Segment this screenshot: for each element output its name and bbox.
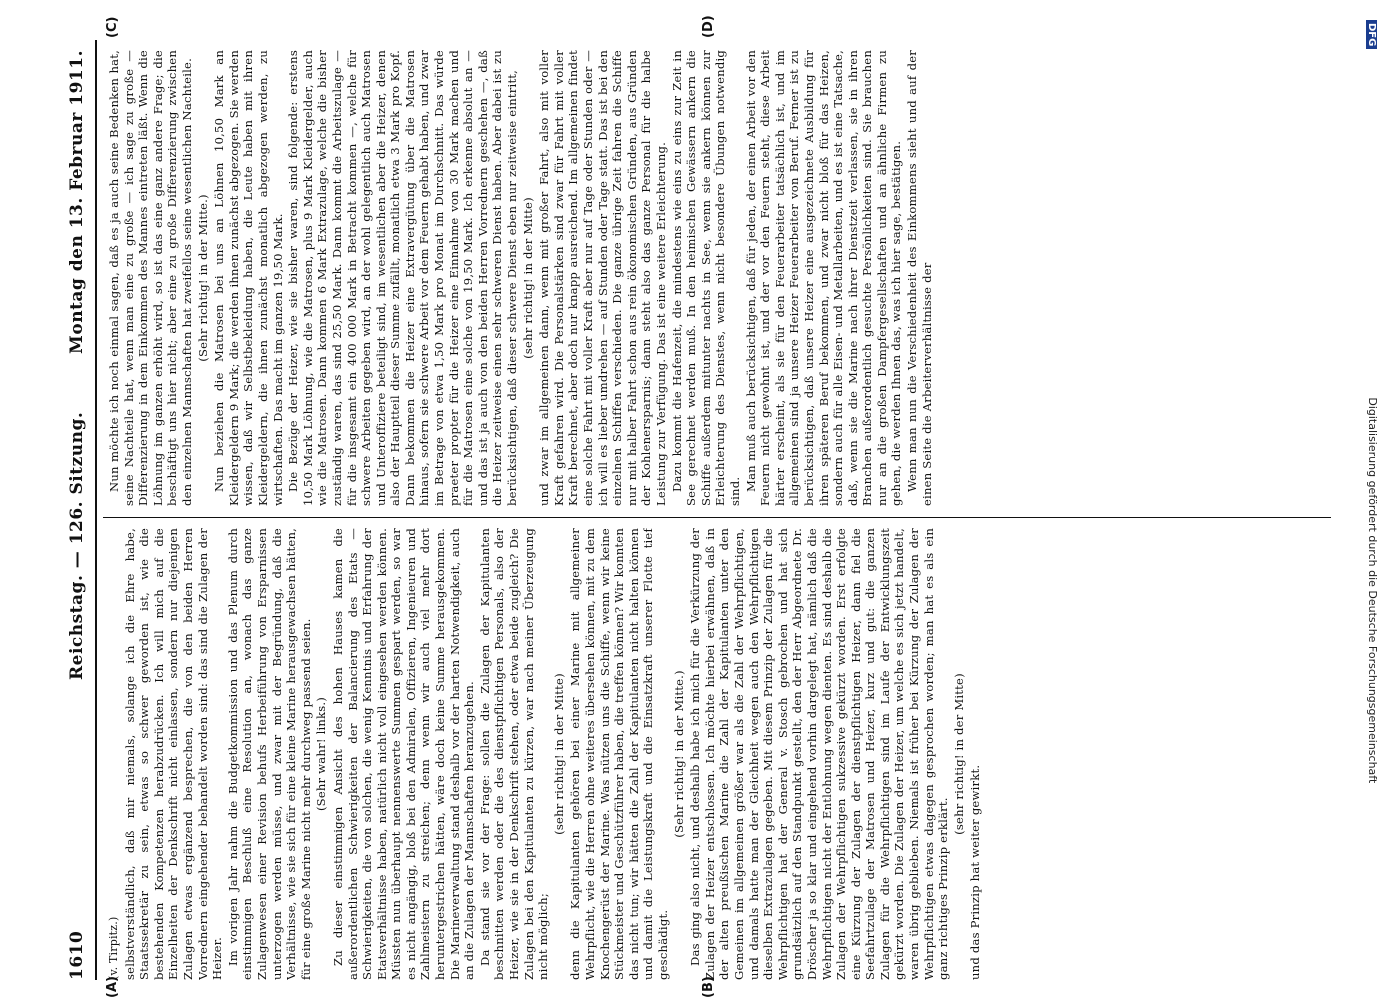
left-text-column xyxy=(107,528,1327,980)
paragraph: Nun beziehen die Matrosen bei uns an Löhnen 10,50 Mark an Kleidergeldern 9 Mark; die werden ihnen zunächst abgezogen. Sie werden wissen, daß wir Selbstbekleidung haben, die Leute haben mit ihren Kleidergeldern, die ihnen zunächst monatlich abgezogen werden, zu wirtschaften. Das macht im ganzen 19,50 Mark. xyxy=(212,50,285,506)
dfg-logo: DFG xyxy=(1366,20,1377,49)
page-number: 1610 xyxy=(67,930,87,980)
paragraph: Die Bezüge der Heizer, wie sie bisher waren, sind folgende: erstens 10,50 Mark Löhnung, wie die Matrosen, plus 9 Mark Kleidergelder, auch wie die Matrosen. Dann kommen 6 Mark Extrazulage, welche die bisher zuständig waren, das sind 25,50 Mark. Dann kommt die Arbeitszulage — für die insgesamt ein 400 000 Mark in Betracht kommen —, welche für schwere Arbeiten gegeben wird, an der wohl gelegentlich auch Matrosen und Unteroffiziere beteiligt sind, im wesentlichen aber die Heizer, denen also der Hauptteil dieser Summe zufällt, monatlich etwa 3 Mark pro Kopf. Dann bekommen die Heizer eine Extravergütung über die Matrosen hinaus, sofern sie schwere Arbeit vor dem Feuern gehabt haben, und zwar im Betrage von etwa 1,50 Mark pro Monat im Durchschnitt. Das würde praeter propter für die Heizer eine Einnahme von 30 Mark machen und für die Matrosen eine solche von 19,50 Mark. Ich erkenne absolut an — und das ist ja auch von den beiden Herren Vorrednern geschehen —, daß die Heizer zeitweise einen sehr schweren Dienst haben. Aber dabei ist zu berücksichtigen, daß dieser schwere Dienst eben nur zeitweise eintritt, xyxy=(286,50,520,506)
session-title: Reichstag. — 126. Sitzung. xyxy=(67,411,87,680)
paragraph: denn die Kapitulanten gehören bei einer Marine mit allgemeiner Wehrpflicht, wie die Herren ohne weiteres übersehen können, mit zu dem Knochengerüst der Marine. Was nützen uns die Schiffe, wenn wir keine Stückmeister und Geschützführer haben, die treffen können? Wir konnten das nicht tun; wir hätten die Zahl der Kapitulanten nicht halten können und damit die Leistungskraft und die Einsatzkraft unserer Flotte tief geschädigt. xyxy=(568,528,670,980)
paragraph: und zwar im allgemeinen dann, wenn mit großer Fahrt, also mit voller Kraft gefahren wird. Die Personalstärken sind zwar für Fahrt mit voller Kraft berechnet, aber doch nur knapp ausreichend. Im allgemeinen findet eine solche Fahrt mit voller Kraft aber nur auf Tage oder Stunden oder — ich will es lieber umdrehen — auf Stunden oder Tage statt. Das ist bei den einzelnen Schiffen verschieden. Die ganze übrige Zeit fahren die Schiffe nur mit halber Fahrt schon aus rein ökonomischen Gründen, aus Gründen der Kohlenersparnis; dann steht also das ganze Personal für die halbe Leistung zur Verfügung. Das ist eine weitere Erleichterung. xyxy=(537,50,668,506)
paragraph: Dazu kommt die Hafenzeit, die mindestens wie eins zu eins zur Zeit in See gerechnet werden muß. In den heimischen Gewässern ankern die Schiffe außerdem mitunter nachts in See, wenn sie ankern können zur Erleichterung des Dienstes, wenn nicht besondere Übungen notwendig sind. xyxy=(669,50,742,506)
margin-marker-c: (C) xyxy=(105,16,120,38)
column-divider xyxy=(103,517,1331,518)
paragraph: (sehr richtig! in der Mitte) xyxy=(520,197,535,359)
paragraph: (v. Tirpitz.) xyxy=(107,916,120,980)
margin-marker-a: (A) xyxy=(105,976,120,998)
paragraph: Wenn man nun die Verschiedenheit des Einkommens sieht und auf der einen Seite die Arbeiterverhältnisse der xyxy=(905,50,934,506)
credit-text: Digitalisierung gefördert durch die Deutsche Forschungsgemeinschaft xyxy=(1366,397,1379,784)
paragraph: (sehr richtig! in der Mitte) xyxy=(551,673,566,835)
paragraph: (Sehr richtig! in der Mitte.) xyxy=(195,194,210,362)
paragraph: selbstverständlich, daß mir niemals, solange ich die Ehre habe, Staatssekretär zu sein, etwas so schwer geworden ist, wie die bestehenden Kompetenzen herabzudrücken. Ich will mich auf die Einzelheiten der Denkschrift nicht einlassen, sondern nur diejenigen Zulagen etwas ergänzend besprechen, die von den beiden Herren Vorrednern eingehender behandelt worden sind: das sind die Zulagen der Heizer. xyxy=(122,528,225,980)
rotated-document-page xyxy=(45,0,1345,1000)
paragraph: (Sehr wahr! links.) xyxy=(314,696,329,812)
paragraph: Zu dieser einstimmigen Ansicht des hohen Hauses kamen die außerordentlichen Schwierigkeiten der Balancierung des Etats — Schwierigkeiten, die von solchen, die wenig Kenntnis und Erfahrung der Etatsverhältnisse haben, natürlich nicht voll eingesehen werden können. Müssten nun überhaupt nennenswerte Summen gespart werden, so war es nicht angängig, bloß bei den Admiralen, Offizieren, Ingenieuren und Zahlmeistern zu streichen; denn wenn wir auch viel mehr dort heruntergestrichen hätten, wäre doch keine Summe herausgekommen. Die Marineverwaltung stand deshalb vor der harten Notwendigkeit, auch an die Zulagen der Mannschaften heranzugehen. xyxy=(330,528,477,980)
digitization-credit xyxy=(1363,20,1381,980)
header-rule xyxy=(95,40,97,980)
paragraph: Im vorigen Jahr nahm die Budgetkommission und das Plenum durch einstimmigen Beschluß eine Resolution an, wonach das ganze Zulagenwesen einer Revision behufs Herbeiführung von Ersparnissen unterzogen werden müsse, und zwar mit der Begründung, daß die Verhältnisse, wie sie sich für eine kleine Marine herausgewachsen hätten, für eine große Marine nicht mehr durchweg passend seien. xyxy=(225,528,313,980)
margin-marker-b: (B) xyxy=(701,976,716,998)
paragraph: und das Prinzip hat weiter gewirkt. xyxy=(968,764,983,980)
session-date: Montag den 13. Februar 1911. xyxy=(67,50,87,354)
paragraph: Da stand sie vor der Frage: sollen die Zulagen der Kapitulanten beschnitten werden oder die des dienstpflichtigen Personals, also der Heizer, wie sie in der Denkschrift stehen, oder etwa beide zugleich? Die Zulagen bei den Kapitulanten zu kürzen, war nach meiner Überzeugung nicht möglich; xyxy=(477,528,551,980)
margin-marker-d: (D) xyxy=(701,15,716,38)
paragraph: Nun möchte ich noch einmal sagen, daß es ja auch seine Bedenken hat, seine Nachteile hat, wenn man eine zu große — ich sage zu große — Differenzierung in dem Einkommen des Mannes eintreten läßt. Wenn die Löhnung im ganzen erhöht wird, so ist das eine ganz andere Frage; die beschäftigt uns hier nicht; aber eine zu große Differenzierung zwischen den einzelnen Mannschaften hat zweifellos seine wesentlichen Nachteile. xyxy=(107,50,194,506)
page-header xyxy=(63,40,93,980)
paragraph: (Sehr richtig! in der Mitte.) xyxy=(671,670,686,838)
paragraph: (sehr richtig! in der Mitte) xyxy=(951,673,966,835)
right-text-column xyxy=(107,50,1327,506)
paragraph: Man muß auch berücksichtigen, daß für jeden, der einen Arbeit vor den Feuern nicht gewohnt ist, und der vor den Feuern steht, diese Arbeit härter erscheint, als sie für den Feuerarbeiter tatsächlich ist, und im allgemeinen sind ja unsere Heizer Feuerarbeiter von Beruf. Ferner ist zu berücksichtigen, daß unsere Heizer eine ausgezeichnete Ausbildung für ihren späteren Beruf bekommen, und zwar nicht bloß für das Heizen, sondern auch für alle Eisen- und Metallarbeiten, und es ist eine Tatsache, daß, wenn sie die Marine nach ihrer Dienstzeit verlassen, sie in ihren Branchen außerordentlich gesuchte Persönlichkeiten sind. Sie brauchen nur an die großen Dampfergesellschaften und an ähnliche Firmen zu gehen, die werden Ihnen das, was ich hier sage, bestätigen. xyxy=(743,50,904,506)
paragraph: Das ging also nicht, und deshalb habe ich mich für die Verkürzung der Zulagen der Heizer entschlossen. Ich möchte hierbei erwähnen, daß in der alten preußischen Marine die Zahl der Kapitulanten unter den Gemeinen im allgemeinen größer war als die Zahl der Wehrpflichtigen, und damals hatte man der Gleichheit wegen auch den Wehrpflichtigen dieselben Extrazulagen gegeben. Mit diesem Prinzip der Zulagen für die Wehrpflichtigen hat der General v. Stosch gebrochen und hat sich grundsätzlich auf den Standpunkt gestellt, den der Herr Abgeordnete Dr. Dröscher ja so klar und eingehend vorhin dargelegt hat, nämlich daß die Wehrpflichtigen nicht der Entlohnung wegen dienten. Es sind deshalb die Zulagen der Wehrpflichtigen sukzessive gekürzt worden. Erst erfolgte eine Kürzung der Zulagen der dienstpflichtigen Heizer, dann fiel die Seefahrtzulage der Matrosen und Heizer, kurz und gut: die ganzen Zulagen für die Wehrpflichtigen sind im Laufe der Entwicklungszeit gekürzt worden. Die Zulagen der Heizer, um welche es sich jetzt handelt, waren übrig geblieben. Niemals ist früher bei Kürzung der Zulagen der Wehrpflichtigen etwas dagegen gesprochen worden; man hat es als ein ganz richtiges Prinzip erklärt. xyxy=(688,528,951,980)
